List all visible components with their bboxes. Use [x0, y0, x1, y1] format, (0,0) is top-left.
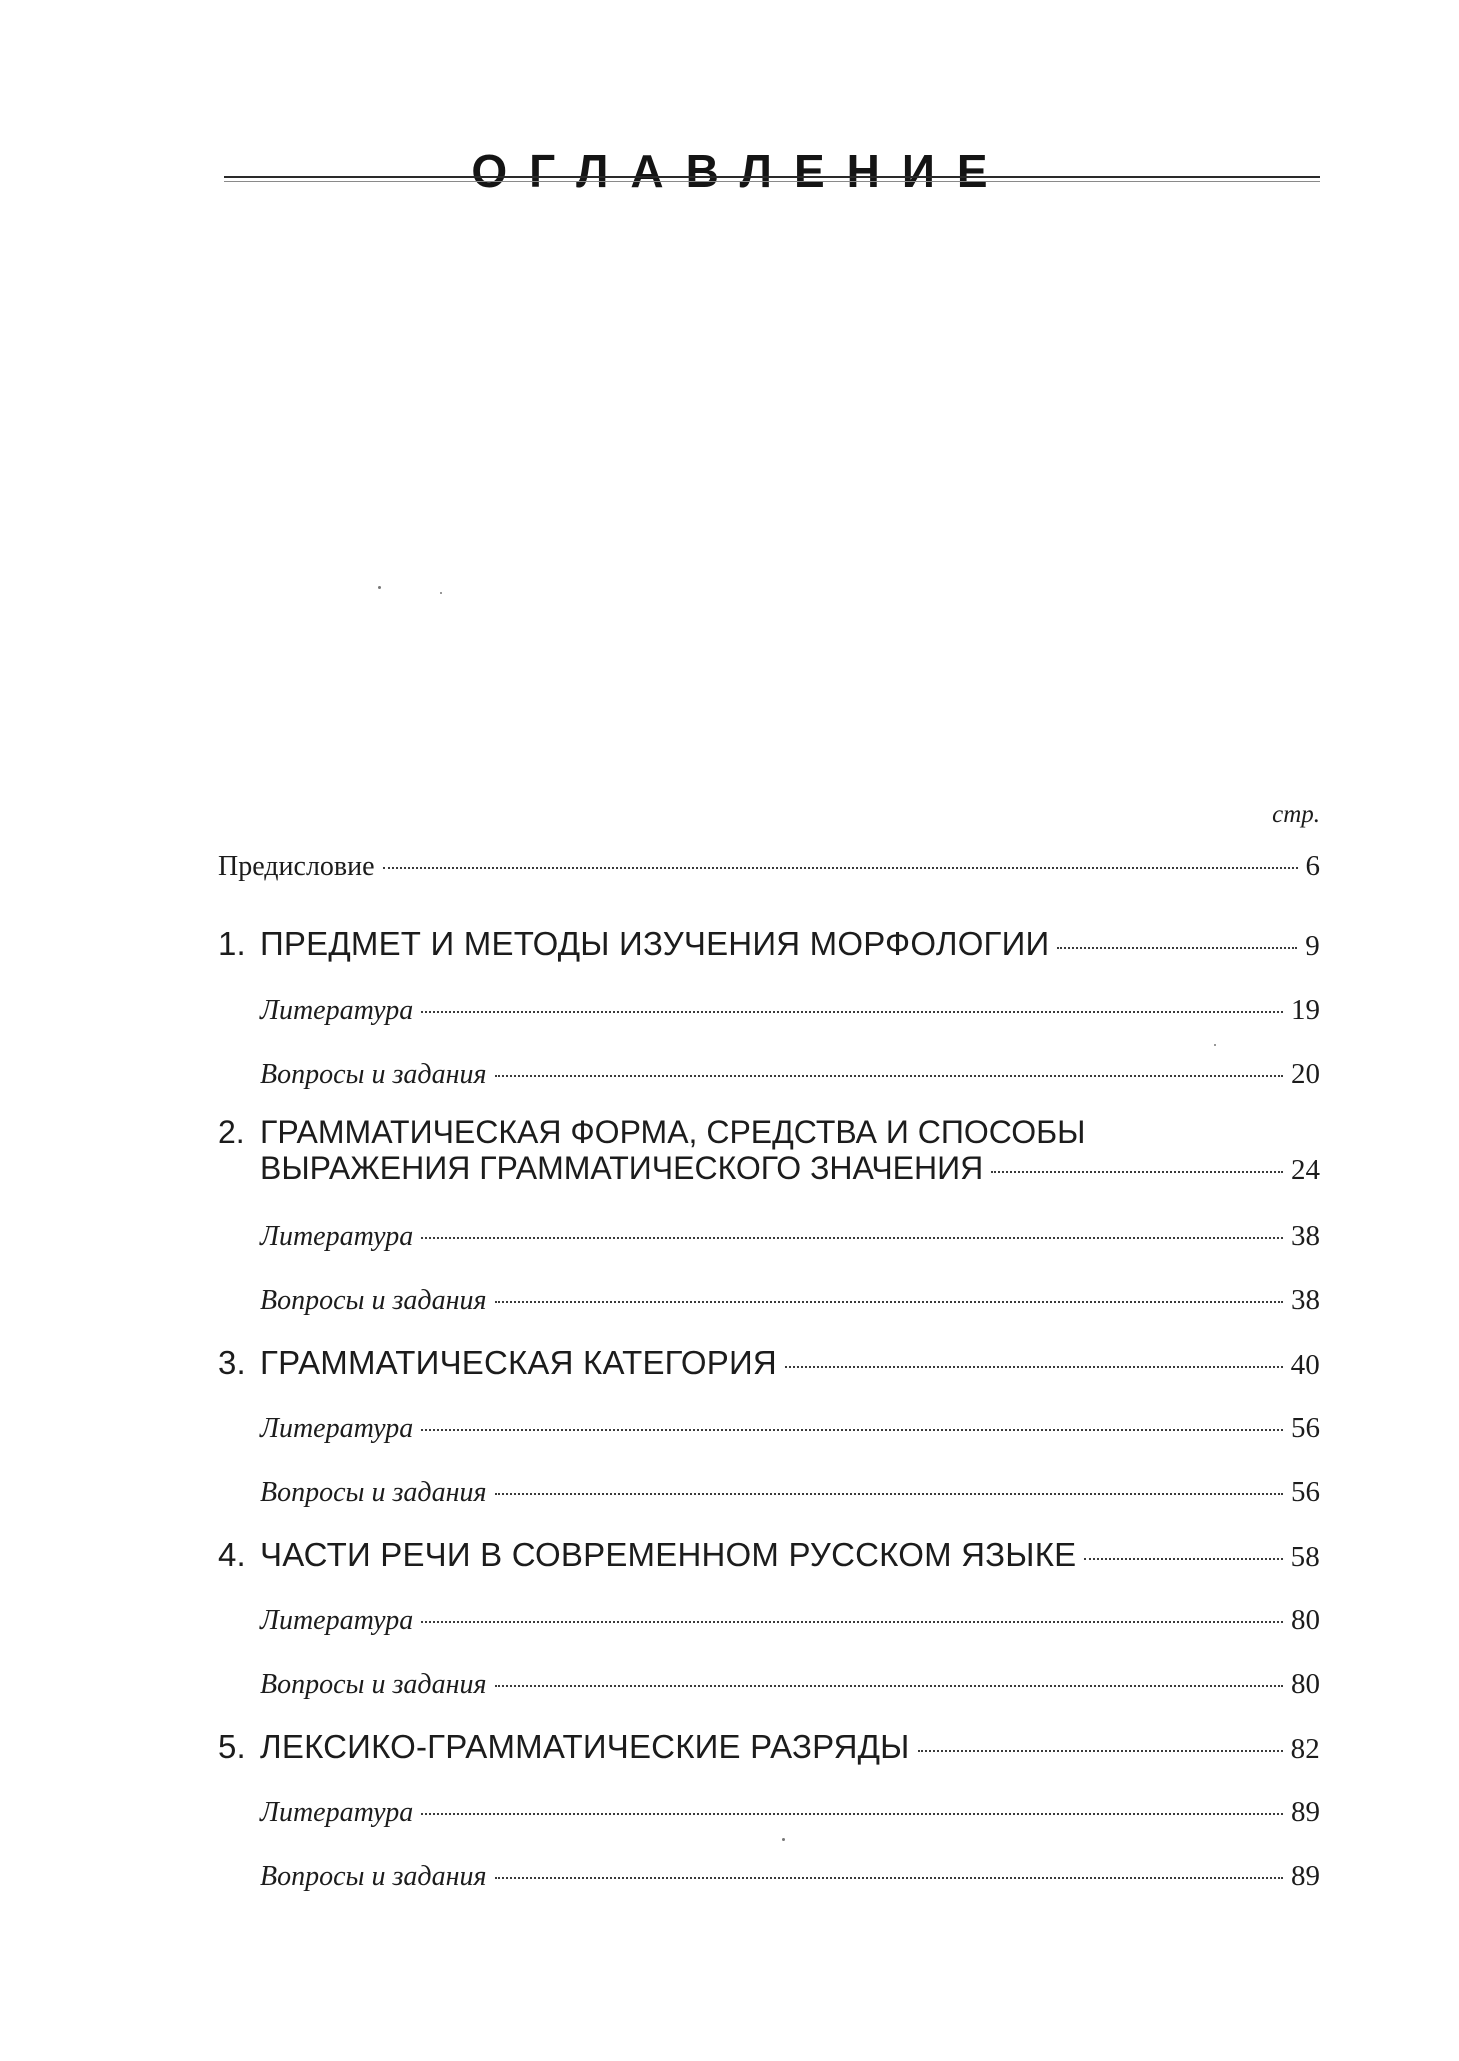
toc-page-number: 20 — [1291, 1058, 1320, 1090]
toc-page-number: 89 — [1291, 1796, 1320, 1828]
scan-speck — [440, 592, 442, 594]
dot-leader — [1084, 1558, 1282, 1560]
toc-page-number: 56 — [1291, 1476, 1320, 1508]
chapter-title: ПРЕДМЕТ И МЕТОДЫ ИЗУЧЕНИЯ МОРФОЛОГИИ — [260, 925, 1050, 962]
page-title: ОГЛАВЛЕНИЕ — [471, 144, 1010, 197]
toc-chapter-4-questions[interactable] — [260, 1666, 1320, 1703]
chapter-title: ЛЕКСИКО-ГРАММАТИЧЕСКИЕ РАЗРЯДЫ — [260, 1728, 910, 1765]
toc-chapter-4-literature[interactable] — [260, 1602, 1320, 1639]
toc-page-number: 6 — [1305, 850, 1320, 882]
toc-page-number: 89 — [1291, 1860, 1320, 1892]
chapter-number: 1. — [218, 925, 246, 962]
toc-page-number: 56 — [1291, 1412, 1320, 1444]
toc-chapter-1-questions[interactable] — [260, 1056, 1320, 1093]
toc-page-number: 19 — [1291, 994, 1320, 1026]
dot-leader — [991, 1171, 1283, 1173]
toc-entry-preface[interactable] — [218, 848, 1320, 885]
toc-chapter-1-literature[interactable] — [260, 992, 1320, 1029]
toc-entry-label: Литература — [260, 1221, 414, 1252]
dot-leader — [495, 1075, 1284, 1077]
toc-chapter-5-questions[interactable] — [260, 1858, 1320, 1895]
toc-chapter-3-questions[interactable] — [260, 1474, 1320, 1511]
toc-entry-label: Литература — [260, 1797, 414, 1828]
toc-page-number: 40 — [1290, 1349, 1320, 1381]
page-column-label: стр. — [1272, 801, 1320, 828]
toc-page-number: 38 — [1291, 1284, 1320, 1316]
chapter-title: ГРАММАТИЧЕСКАЯ КАТЕГОРИЯ — [260, 1344, 777, 1381]
chapter-number: 5. — [218, 1728, 246, 1765]
toc-page-number: 80 — [1291, 1668, 1320, 1700]
toc-entry-label: Вопросы и задания — [260, 1059, 487, 1090]
dot-leader — [421, 1237, 1283, 1239]
dot-leader — [495, 1685, 1284, 1687]
toc-entry-label: Литература — [260, 1413, 414, 1444]
dot-leader — [918, 1750, 1283, 1752]
dot-leader — [785, 1366, 1283, 1368]
toc-entry-label: Литература — [260, 1605, 414, 1636]
toc-chapter-2-questions[interactable] — [260, 1282, 1320, 1319]
toc-entry-label: Предисловие — [218, 851, 375, 882]
toc-entry-label: Вопросы и задания — [260, 1861, 487, 1892]
toc-entry-label: Литература — [260, 995, 414, 1026]
dot-leader — [421, 1429, 1283, 1431]
dot-leader — [421, 1621, 1283, 1623]
dot-leader — [495, 1877, 1284, 1879]
toc-entry-label: Вопросы и задания — [260, 1477, 487, 1508]
toc-page-number: 58 — [1290, 1541, 1320, 1573]
toc-chapter-2-literature[interactable] — [260, 1218, 1320, 1255]
toc-page-number: 82 — [1290, 1733, 1320, 1765]
toc-chapter-1[interactable] — [218, 926, 1320, 964]
dot-leader — [495, 1301, 1284, 1303]
toc-chapter-5[interactable] — [218, 1729, 1320, 1767]
scan-speck — [378, 586, 381, 589]
toc-page-number: 9 — [1305, 930, 1320, 962]
toc-chapter-3-literature[interactable] — [260, 1410, 1320, 1447]
chapter-title: ЧАСТИ РЕЧИ В СОВРЕМЕННОМ РУССКОМ ЯЗЫКЕ — [260, 1536, 1077, 1573]
scan-speck — [1214, 1044, 1216, 1046]
toc-chapter-4[interactable] — [218, 1537, 1320, 1575]
dot-leader — [421, 1011, 1283, 1013]
toc-chapter-5-literature[interactable] — [260, 1794, 1320, 1831]
dot-leader — [421, 1813, 1283, 1815]
toc-entry-label: Вопросы и задания — [260, 1669, 487, 1700]
dot-leader — [1057, 947, 1297, 949]
chapter-number: 2. — [218, 1114, 245, 1150]
toc-chapter-2[interactable] — [218, 1114, 1320, 1188]
chapter-number: 4. — [218, 1536, 246, 1573]
chapter-title-line-2: ВЫРАЖЕНИЯ ГРАММАТИЧЕСКОГО ЗНАЧЕНИЯ — [260, 1150, 984, 1186]
chapter-number: 3. — [218, 1344, 246, 1381]
toc-chapter-3[interactable] — [218, 1345, 1320, 1383]
dot-leader — [383, 867, 1298, 869]
toc-page-number: 80 — [1291, 1604, 1320, 1636]
toc-page-number: 24 — [1291, 1154, 1320, 1186]
chapter-title-line-1: ГРАММАТИЧЕСКАЯ ФОРМА, СРЕДСТВА И СПОСОБЫ — [260, 1114, 1086, 1150]
toc-entry-label: Вопросы и задания — [260, 1285, 487, 1316]
dot-leader — [495, 1493, 1284, 1495]
scan-speck — [782, 1838, 785, 1841]
toc-page-number: 38 — [1291, 1220, 1320, 1252]
